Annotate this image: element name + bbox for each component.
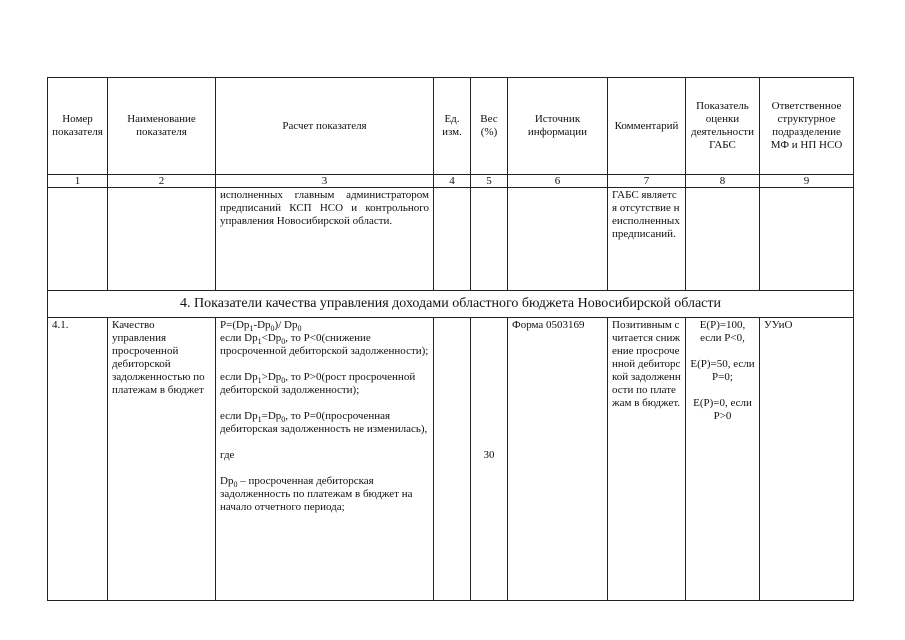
calc-where: где <box>220 449 235 461</box>
column-number: 7 <box>608 175 686 188</box>
calc-definition: $Dp_0$ – просроченная дебиторская задолженность по платежам в бюджет на начало отчетного периода; <box>220 475 413 513</box>
indicator-unit <box>434 318 471 601</box>
indicator-calculation <box>216 318 434 601</box>
section-row <box>48 291 854 318</box>
indicator-comment: Позитивным считается снижение просроченной дебиторской задолженности по платежам в бюджет. <box>608 318 686 601</box>
cell-empty <box>508 188 608 291</box>
evaluation-rule-1: E(P)=100, если P<0, <box>699 319 746 344</box>
column-number: 3 <box>216 175 434 188</box>
indicator-responsible: УУиО <box>760 318 854 601</box>
column-number: 4 <box>434 175 471 188</box>
cell-empty <box>108 188 216 291</box>
calc-condition-growth: если $Dp_1>Dp_0$, то P>0(рост просроченной дебиторской задолженности); <box>220 371 416 396</box>
header-calculation: Расчет показателя <box>216 78 434 175</box>
evaluation-rule-2: E(P)=50, если P=0; <box>690 358 755 383</box>
calc-formula: $P=(Dp_1-Dp_0)/$ $Dp_0$ если $Dp_1<Dp_0$, то P<0(снижение просроченной дебиторской задолженности); <box>220 319 429 357</box>
indicator-row <box>48 318 854 601</box>
column-number: 5 <box>471 175 508 188</box>
calc-condition-unchanged: если $Dp_1=Dp_0$, то P=0(просроченная дебиторская задолженность не изменилась), <box>220 410 428 435</box>
continued-comment: ГАБС является отсутствие неисполненных предписаний. <box>608 188 686 291</box>
continued-row <box>48 188 854 291</box>
cell-empty <box>760 188 854 291</box>
indicator-table <box>47 77 854 601</box>
column-number: 8 <box>686 175 760 188</box>
cell-empty <box>686 188 760 291</box>
cell-empty <box>471 188 508 291</box>
indicator-weight: 30 <box>471 318 508 601</box>
header-weight: Вес (%) <box>471 78 508 175</box>
column-numbers-row <box>48 175 854 188</box>
column-number: 9 <box>760 175 854 188</box>
continued-calculation: исполненных главным администратором предписаний КСП НСО и контрольного управления Новосибирской области. <box>216 188 434 291</box>
header-responsible: Ответственное структурное подразделение МФ и НП НСО <box>760 78 854 175</box>
indicator-number: 4.1. <box>48 318 108 601</box>
header-source: Источник информации <box>508 78 608 175</box>
indicator-name: Качество управления просроченной дебиторской задолженностью по платежам в бюджет <box>108 318 216 601</box>
indicator-evaluation <box>686 318 760 601</box>
cell-empty <box>48 188 108 291</box>
header-unit: Ед. изм. <box>434 78 471 175</box>
column-number: 6 <box>508 175 608 188</box>
column-number: 1 <box>48 175 108 188</box>
column-number: 2 <box>108 175 216 188</box>
evaluation-rule-3: E(P)=0, если P>0 <box>693 397 752 422</box>
cell-empty <box>434 188 471 291</box>
section-title: 4. Показатели качества управления доходами областного бюджета Новосибирской области <box>48 291 854 318</box>
header-evaluation: Показатель оценки деятельности ГАБС <box>686 78 760 175</box>
header-number: Номер показателя <box>48 78 108 175</box>
header-comment: Комментарий <box>608 78 686 175</box>
header-name: Наименование показателя <box>108 78 216 175</box>
table-header-row <box>48 78 854 175</box>
indicator-source: Форма 0503169 <box>508 318 608 601</box>
